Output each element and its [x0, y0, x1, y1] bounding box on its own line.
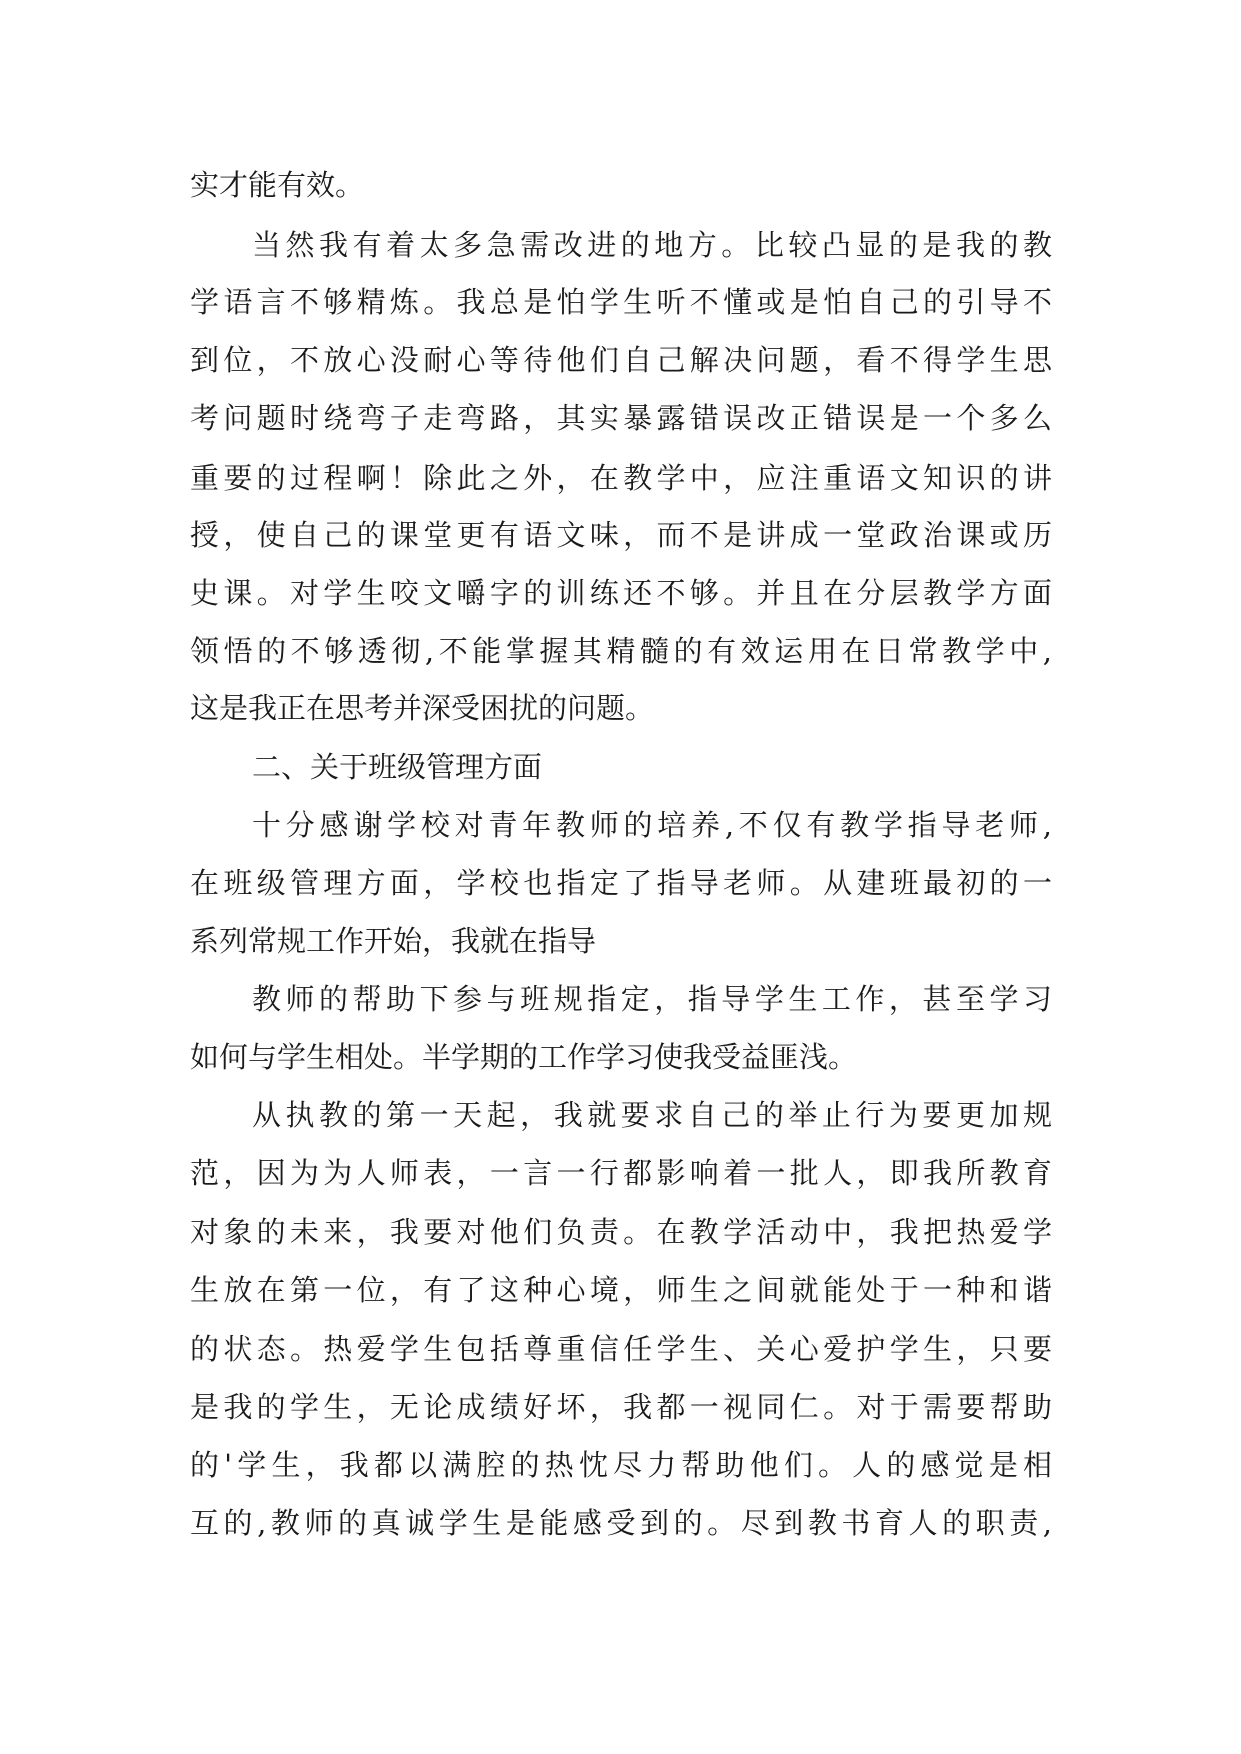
- paragraph-line: 互的,教师的真诚学生是能感受到的。尽到教书育人的职责,: [190, 1506, 1052, 1540]
- paragraph-line: 教师的帮助下参与班规指定，指导学生工作，甚至学习: [252, 982, 1052, 1016]
- section-heading: 二、关于班级管理方面: [252, 750, 543, 784]
- paragraph-line: 是我的学生，无论成绩好坏，我都一视同仁。对于需要帮助: [190, 1390, 1052, 1424]
- paragraph-line: 对象的未来，我要对他们负责。在教学活动中，我把热爱学: [190, 1215, 1052, 1249]
- paragraph-line: 系列常规工作开始，我就在指导: [190, 924, 597, 958]
- paragraph-line: 到位，不放心没耐心等待他们自己解决问题，看不得学生思: [190, 343, 1052, 377]
- paragraph-line: 的'学生，我都以满腔的热忱尽力帮助他们。人的感觉是相: [190, 1448, 1052, 1482]
- paragraph-line: 的状态。热爱学生包括尊重信任学生、关心爱护学生，只要: [190, 1332, 1052, 1366]
- paragraph-line: 史课。对学生咬文嚼字的训练还不够。并且在分层教学方面: [190, 576, 1052, 610]
- paragraph-line: 这是我正在思考并深受困扰的问题。: [190, 691, 655, 725]
- paragraph-line: 在班级管理方面，学校也指定了指导老师。从建班最初的一: [190, 866, 1052, 900]
- paragraph-line: 考问题时绕弯子走弯路，其实暴露错误改正错误是一个多么: [190, 401, 1052, 435]
- paragraph-line: 当然我有着太多急需改进的地方。比较凸显的是我的教: [252, 228, 1052, 262]
- paragraph-line: 学语言不够精炼。我总是怕学生听不懂或是怕自己的引导不: [190, 285, 1052, 319]
- paragraph-line: 十分感谢学校对青年教师的培养,不仅有教学指导老师,: [252, 808, 1052, 842]
- paragraph-line: 从执教的第一天起，我就要求自己的举止行为要更加规: [252, 1098, 1052, 1132]
- paragraph-line: 授，使自己的课堂更有语文味，而不是讲成一堂政治课或历: [190, 518, 1052, 552]
- paragraph-line: 领悟的不够透彻,不能掌握其精髓的有效运用在日常教学中,: [190, 634, 1052, 668]
- paragraph-line: 范，因为为人师表，一言一行都影响着一批人，即我所教育: [190, 1156, 1052, 1190]
- paragraph-line: 如何与学生相处。半学期的工作学习使我受益匪浅。: [190, 1040, 858, 1074]
- paragraph-line: 生放在第一位，有了这种心境，师生之间就能处于一种和谐: [190, 1273, 1052, 1307]
- paragraph-line: 重要的过程啊！除此之外，在教学中，应注重语文知识的讲: [190, 461, 1052, 495]
- paragraph-line: 实才能有效。: [190, 168, 365, 202]
